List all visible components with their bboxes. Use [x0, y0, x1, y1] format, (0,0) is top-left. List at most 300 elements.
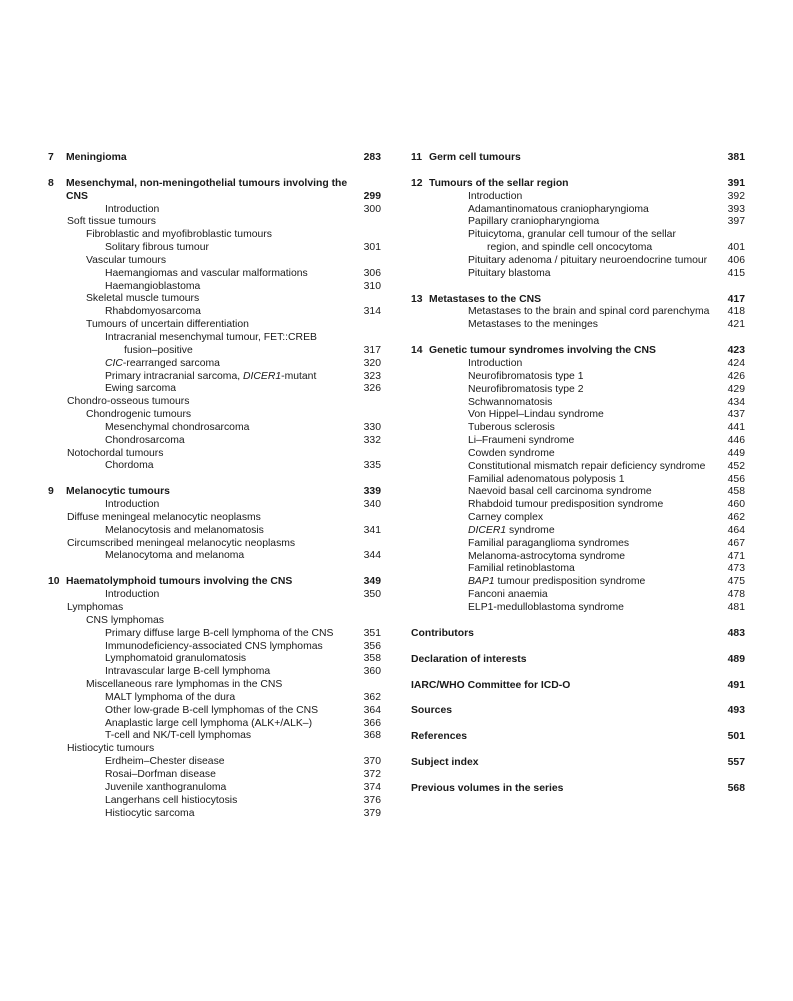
toc-chapter[interactable]: [411, 628, 745, 641]
toc-entry-title: [48, 448, 381, 461]
toc-entry[interactable]: [48, 255, 381, 268]
toc-column-left: [48, 152, 381, 820]
toc-page-number: 314: [363, 306, 381, 318]
toc-entry[interactable]: [411, 191, 745, 204]
toc-chapter-label: Contributors: [411, 627, 474, 639]
toc-entry-title: [48, 255, 381, 268]
toc-entry[interactable]: [411, 229, 745, 255]
toc-page-number: 434: [727, 396, 745, 408]
toc-entry-title: [411, 602, 728, 615]
toc-entry-label: Li–Fraumeni syndrome: [468, 435, 575, 447]
toc-entry[interactable]: [411, 319, 745, 332]
toc-entry-title: [48, 769, 364, 782]
toc-entry-label: Metastases to the brain and spinal cord parenchyma: [468, 306, 710, 318]
toc-entry-label-continued: fusion–positive: [124, 344, 193, 356]
toc-chapter-title: [48, 178, 364, 204]
toc-page-number: 320: [363, 357, 381, 369]
toc-page-number: 501: [727, 731, 745, 743]
toc-page-number: 417: [727, 293, 745, 305]
toc-entry-title: [48, 435, 364, 448]
toc-entry-title: [48, 718, 364, 731]
toc-entry[interactable]: [48, 705, 381, 718]
toc-entry[interactable]: [48, 358, 381, 371]
toc-page-number: 467: [727, 537, 745, 549]
toc-entry-label: Primary diffuse large B-cell lymphoma of the CNS: [105, 627, 334, 639]
toc-page-number: 421: [727, 319, 745, 331]
toc-chapter-label: Sources: [411, 705, 453, 717]
toc-entry[interactable]: [48, 422, 381, 435]
toc-entry[interactable]: [48, 730, 381, 743]
toc-entry[interactable]: [48, 293, 381, 306]
toc-entry[interactable]: [48, 782, 381, 795]
toc-entry[interactable]: [411, 435, 745, 448]
toc-entry[interactable]: [48, 268, 381, 281]
toc-entry[interactable]: [48, 808, 381, 821]
toc-entry-label: Neurofibromatosis type 1: [468, 370, 584, 382]
toc-page-number: 462: [727, 512, 745, 524]
toc-page-number: 464: [727, 524, 745, 536]
toc-entry[interactable]: [411, 486, 745, 499]
toc-entry-title: [411, 397, 728, 410]
toc-entry-label: Lymphomas: [67, 602, 124, 613]
toc-entry-title: [48, 653, 364, 666]
toc-entry-label: Chondro-osseous tumours: [67, 396, 190, 408]
toc-page-number: 283: [363, 152, 381, 163]
toc-entry-title: [411, 448, 728, 461]
toc-page-number: 557: [727, 757, 745, 769]
toc-entry-label: Cowden syndrome: [468, 447, 555, 459]
toc-column-right: [411, 152, 745, 796]
toc-page-number: 401: [727, 242, 745, 254]
toc-chapter-number: 10: [48, 576, 60, 588]
toc-entry-title: [48, 371, 364, 384]
toc-entry-label: Other low-grade B-cell lymphomas of the CNS: [105, 704, 319, 716]
toc-entry-title: [48, 730, 364, 743]
toc-entry[interactable]: [48, 229, 381, 242]
toc-page-number: 481: [727, 602, 745, 613]
toc-entry[interactable]: [48, 743, 381, 756]
toc-entry[interactable]: [48, 435, 381, 448]
toc-entry-title: [411, 551, 728, 564]
toc-chapter[interactable]: [411, 731, 745, 744]
toc-entry-title: [411, 435, 728, 448]
toc-entry-title: [411, 358, 728, 371]
toc-entry-label-suffix: -mutant: [281, 370, 317, 382]
toc-page-number: 358: [363, 653, 381, 665]
toc-chapter-label: Subject index: [411, 757, 479, 769]
toc-entry-label: Anaplastic large cell lymphoma (ALK+/ALK–): [105, 717, 313, 729]
toc-entry[interactable]: [48, 525, 381, 538]
toc-chapter[interactable]: [411, 757, 745, 770]
toc-entry[interactable]: [411, 525, 745, 538]
toc-entry-title: [48, 512, 381, 525]
toc-entry[interactable]: [411, 371, 745, 384]
toc-chapter-label: Germ cell tumours: [429, 152, 521, 163]
toc-chapter-label-continued: CNS: [66, 190, 88, 202]
toc-page-number: 350: [363, 589, 381, 601]
toc-entry-title: [411, 268, 728, 281]
toc-chapter-label: Declaration of interests: [411, 653, 527, 665]
toc-entry[interactable]: [48, 499, 381, 512]
toc-entry-title: [48, 705, 364, 718]
toc-chapter[interactable]: [411, 680, 745, 693]
toc-entry-title: [48, 743, 381, 756]
toc-entry-label: Tuberous sclerosis: [468, 422, 555, 434]
toc-page-number: 441: [727, 422, 745, 434]
toc-entry-label: Vascular tumours: [86, 254, 167, 266]
toc-page-number: 370: [363, 756, 381, 768]
toc-chapter[interactable]: [411, 783, 745, 796]
toc-page-number: 397: [727, 216, 745, 228]
toc-entry-title: [48, 319, 381, 332]
toc-page-number: 310: [363, 280, 381, 292]
toc-entry[interactable]: [48, 460, 381, 473]
toc-chapter[interactable]: [411, 294, 745, 307]
toc-page-number: 340: [363, 499, 381, 511]
toc-chapter-title: [411, 628, 728, 641]
toc-page-number: 335: [363, 460, 381, 472]
toc-page-number: 393: [727, 203, 745, 215]
toc-chapter[interactable]: [48, 152, 381, 165]
toc-page-number: 456: [727, 473, 745, 485]
toc-chapter-number: 14: [411, 345, 423, 357]
toc-entry-label: Chondrosarcoma: [105, 434, 185, 446]
toc-entry[interactable]: [48, 628, 381, 641]
toc-page-number: 339: [363, 486, 381, 498]
toc-chapter-number: 11: [411, 152, 422, 163]
toc-page-number: 478: [727, 589, 745, 601]
toc-entry[interactable]: [411, 576, 745, 589]
toc-page-number: 426: [727, 370, 745, 382]
toc-chapter-number: 8: [48, 177, 54, 189]
toc-page-number: 423: [727, 345, 745, 357]
toc-entry-label: Familial adenomatous polyposis 1: [468, 473, 625, 485]
toc-chapter-number: 7: [48, 152, 54, 163]
toc-entry-label: Rosai–Dorfman disease: [105, 768, 216, 780]
toc-entry[interactable]: [411, 448, 745, 461]
toc-entry[interactable]: [48, 538, 381, 551]
toc-chapter-title: [411, 654, 728, 667]
toc-entry-label: Immunodeficiency-associated CNS lymphomas: [105, 640, 323, 652]
toc-entry-label: Histiocytic tumours: [67, 743, 155, 755]
toc-entry-label: Juvenile xanthogranuloma: [105, 781, 227, 793]
toc-entry[interactable]: [48, 332, 381, 358]
toc-page-number: 458: [727, 486, 745, 498]
toc-entry-label: Solitary fibrous tumour: [105, 242, 209, 254]
toc-entry-label: Von Hippel–Lindau syndrome: [468, 409, 604, 421]
toc-entry-label: Melanocytosis and melanomatosis: [105, 524, 264, 536]
toc-entry-title: [411, 512, 728, 525]
toc-entry[interactable]: [48, 319, 381, 332]
toc-page-number: 362: [363, 691, 381, 703]
toc-page-number: 452: [727, 460, 745, 472]
toc-entry-label: Rhabdoid tumour predisposition syndrome: [468, 499, 664, 511]
toc-entry-label: Adamantinomatous craniopharyngioma: [468, 203, 649, 215]
toc-chapter-title: [411, 783, 728, 796]
toc-entry[interactable]: [411, 306, 745, 319]
toc-page-number: 473: [727, 563, 745, 575]
toc-chapter-label: Genetic tumour syndromes involving the CNS: [429, 345, 656, 357]
toc-entry-title: [411, 486, 728, 499]
toc-entry-label: Ewing sarcoma: [105, 383, 177, 395]
toc-page-number: 568: [727, 782, 745, 794]
toc-entry[interactable]: [48, 795, 381, 808]
toc-entry-title: [411, 499, 728, 512]
toc-entry[interactable]: [48, 371, 381, 384]
toc-page-number: 379: [363, 807, 381, 819]
toc-entry-label: Lymphomatoid granulomatosis: [105, 653, 247, 665]
toc-entry-title: [48, 242, 364, 255]
toc-entry-title: [411, 474, 728, 487]
toc-entry-title: [411, 538, 728, 551]
toc-entry-italic: DICER1: [468, 524, 507, 536]
toc-entry[interactable]: [48, 718, 381, 731]
toc-chapter-number: 9: [48, 486, 54, 498]
toc-entry[interactable]: [411, 397, 745, 410]
toc-entry-title: [48, 306, 364, 319]
toc-entry-label: Pituitary blastoma: [468, 267, 551, 279]
toc-entry-title: [48, 332, 364, 358]
toc-entry[interactable]: [48, 204, 381, 217]
toc-entry[interactable]: [411, 255, 745, 268]
toc-entry-title: [411, 409, 728, 422]
toc-chapter-label: Previous volumes in the series: [411, 782, 564, 794]
toc-chapter[interactable]: [48, 178, 381, 204]
toc-entry-label: Intravascular large B-cell lymphoma: [105, 666, 271, 678]
toc-entry-title: [48, 666, 364, 679]
toc-entry-label: Familial retinoblastoma: [468, 563, 575, 575]
toc-entry-label: Introduction: [105, 499, 160, 511]
toc-entry-label: Haemangiomas and vascular malformations: [105, 267, 308, 279]
toc-entry-label: tumour predisposition syndrome: [494, 576, 646, 588]
toc-entry-label: Diffuse meningeal melanocytic neoplasms: [67, 511, 261, 523]
toc-page-number: 475: [727, 576, 745, 588]
toc-chapter-title: [411, 152, 728, 165]
toc-entry[interactable]: [411, 499, 745, 512]
toc-page-number: 344: [363, 550, 381, 562]
toc-entry-label: Constitutional mismatch repair deficiency syndrome: [468, 460, 706, 472]
toc-entry-title: [48, 396, 381, 409]
toc-entry-label: Introduction: [468, 190, 523, 202]
toc-entry-label: Pituicytoma, granular cell tumour of the sellar: [468, 229, 676, 241]
toc-entry-title: [411, 229, 728, 255]
toc-chapter[interactable]: [411, 345, 745, 358]
toc-page-number: 437: [727, 409, 745, 421]
toc-entry-label: Fanconi anaemia: [468, 589, 548, 601]
toc-page-number: 306: [363, 267, 381, 279]
toc-page-number: 376: [363, 794, 381, 806]
toc-page-number: 392: [727, 190, 745, 202]
toc-entry[interactable]: [48, 769, 381, 782]
toc-chapter-number: 12: [411, 177, 423, 189]
toc-entry-label: Chondrogenic tumours: [86, 409, 192, 421]
toc-entry[interactable]: [48, 602, 381, 615]
toc-entry[interactable]: [48, 589, 381, 602]
toc-entry[interactable]: [48, 306, 381, 319]
toc-entry-label: Erdheim–Chester disease: [105, 756, 225, 768]
toc-entry-title: [411, 461, 728, 474]
toc-entry-title: [48, 538, 381, 551]
toc-page-number: 330: [363, 421, 381, 433]
toc-entry[interactable]: [48, 692, 381, 705]
toc-page-number: 360: [363, 666, 381, 678]
toc-entry-label: ELP1-medulloblastoma syndrome: [468, 602, 624, 613]
toc-page-number: 323: [363, 370, 381, 382]
toc-chapter-title: [411, 345, 728, 358]
toc-entry[interactable]: [48, 679, 381, 692]
toc-entry-label: Primary intracranial sarcoma,: [105, 370, 244, 382]
toc-entry[interactable]: [411, 563, 745, 576]
toc-entry[interactable]: [411, 409, 745, 422]
toc-entry-label: T-cell and NK/T-cell lymphomas: [105, 730, 252, 742]
toc-entry-label: syndrome: [506, 524, 555, 536]
toc-entry-title: [411, 422, 728, 435]
toc-entry-title: [48, 782, 364, 795]
toc-entry-label: Melanoma-astrocytoma syndrome: [468, 550, 626, 562]
toc-entry-label: Haemangioblastoma: [105, 280, 201, 292]
toc-entry[interactable]: [48, 281, 381, 294]
toc-chapter-title: [48, 152, 364, 165]
toc-entry-label: Fibroblastic and myofibroblastic tumours: [86, 229, 272, 241]
toc-entry-title: [48, 358, 364, 371]
toc-chapter[interactable]: [48, 576, 381, 589]
toc-page-number: 460: [727, 499, 745, 511]
toc-entry-title: [48, 293, 381, 306]
toc-entry-title: [48, 602, 381, 615]
toc-entry-label: Introduction: [105, 589, 160, 601]
toc-entry-title: [411, 563, 728, 576]
toc-entry-title: [411, 371, 728, 384]
toc-entry-title: [48, 679, 381, 692]
toc-page-number: 299: [363, 190, 381, 202]
toc-chapter-number: 13: [411, 293, 423, 305]
toc-entry-italic: CIC: [105, 357, 123, 369]
toc-entry-label: Chordoma: [105, 460, 154, 472]
toc-page-number: 301: [363, 242, 381, 254]
toc-entry-label: Melanocytoma and melanoma: [105, 550, 245, 562]
toc-entry[interactable]: [411, 384, 745, 397]
toc-entry-label: Tumours of uncertain differentiation: [86, 319, 249, 331]
toc-chapter-title: [48, 576, 364, 589]
toc-chapter-title: [411, 178, 728, 191]
toc-entry-label: Miscellaneous rare lymphomas in the CNS: [86, 679, 283, 691]
toc-entry-title: [411, 576, 728, 589]
toc-entry[interactable]: [48, 653, 381, 666]
toc-entry-title: [48, 589, 364, 602]
toc-page-number: 368: [363, 730, 381, 742]
toc-entry-label: Mesenchymal chondrosarcoma: [105, 421, 250, 433]
toc-entry-label: Intracranial mesenchymal tumour, FET::CREB: [105, 331, 317, 343]
toc-page-number: 300: [363, 203, 381, 215]
toc-chapter[interactable]: [411, 178, 745, 191]
toc-entry[interactable]: [48, 550, 381, 563]
toc-chapter-title: [411, 731, 728, 744]
toc-entry-title: [48, 422, 364, 435]
toc-entry-italic: BAP1: [468, 576, 495, 588]
toc-page-number: 424: [727, 357, 745, 369]
toc-chapter-label: References: [411, 731, 468, 743]
toc-entry[interactable]: [411, 268, 745, 281]
toc-entry[interactable]: [48, 666, 381, 679]
toc-chapter-label: Mesenchymal, non-meningothelial tumours involving the: [66, 177, 348, 189]
toc-entry[interactable]: [48, 409, 381, 422]
toc-page-number: 351: [363, 627, 381, 639]
toc-entry-title: [411, 255, 728, 268]
toc-entry-label: Metastases to the meninges: [468, 319, 598, 331]
toc-chapter[interactable]: [411, 705, 745, 718]
toc-entry[interactable]: [48, 396, 381, 409]
toc-entry[interactable]: [411, 422, 745, 435]
toc-entry-title: [48, 268, 364, 281]
toc-entry-label: -rearranged sarcoma: [122, 357, 220, 369]
toc-page-number: 483: [727, 627, 745, 639]
toc-chapter-title: [411, 757, 728, 770]
toc-entry[interactable]: [411, 474, 745, 487]
toc-entry[interactable]: [48, 756, 381, 769]
toc-entry[interactable]: [411, 589, 745, 602]
toc-entry[interactable]: [48, 512, 381, 525]
toc-chapter-title: [411, 680, 728, 693]
toc-entry-title: [48, 204, 364, 217]
toc-entry-title: [411, 191, 728, 204]
toc-page-number: 349: [363, 576, 381, 588]
toc-entry-title: [48, 409, 381, 422]
toc-entry-label: CNS lymphomas: [86, 614, 164, 626]
toc-entry-title: [48, 628, 364, 641]
toc-entry[interactable]: [48, 216, 381, 229]
toc-entry[interactable]: [48, 383, 381, 396]
toc-entry-label: Naevoid basal cell carcinoma syndrome: [468, 486, 652, 498]
toc-entry-title: [48, 216, 381, 229]
toc-entry-title: [48, 756, 364, 769]
toc-entry[interactable]: [48, 242, 381, 255]
toc-entry[interactable]: [48, 448, 381, 461]
toc-page-number: 406: [727, 254, 745, 266]
toc-entry-title: [48, 229, 381, 242]
toc-entry-title: [411, 319, 728, 332]
toc-entry[interactable]: [411, 461, 745, 474]
toc-chapter-label: Haematolymphoid tumours involving the CNS: [66, 576, 293, 588]
toc-entry[interactable]: [411, 204, 745, 217]
toc-entry-label: Pituitary adenoma / pituitary neuroendocrine tumour: [468, 254, 708, 266]
toc-entry[interactable]: [411, 358, 745, 371]
toc-entry-title: [411, 589, 728, 602]
toc-entry-label: Introduction: [105, 203, 160, 215]
toc-chapter-label: IARC/WHO Committee for ICD-O: [411, 679, 571, 691]
toc-chapter[interactable]: [411, 654, 745, 667]
toc-entry[interactable]: [411, 602, 745, 615]
toc-entry-label: Circumscribed meningeal melanocytic neoplasms: [67, 537, 296, 549]
toc-entry[interactable]: [48, 641, 381, 654]
toc-entry[interactable]: [48, 615, 381, 628]
toc-entry[interactable]: [411, 551, 745, 564]
toc-chapter[interactable]: [411, 152, 745, 165]
toc-entry-label: Langerhans cell histiocytosis: [105, 794, 238, 806]
toc-entry[interactable]: [411, 216, 745, 229]
toc-page-number: 374: [363, 781, 381, 793]
toc-entry-label: Soft tissue tumours: [67, 216, 156, 228]
toc-chapter[interactable]: [48, 486, 381, 499]
toc-chapter-title: [411, 294, 728, 307]
toc-entry[interactable]: [411, 538, 745, 551]
toc-page-number: 493: [727, 705, 745, 717]
toc-page-number: 418: [727, 306, 745, 318]
toc-entry-label: Rhabdomyosarcoma: [105, 306, 201, 318]
toc-page-number: 471: [727, 550, 745, 562]
toc-entry-title: [48, 499, 364, 512]
toc-entry[interactable]: [411, 512, 745, 525]
toc-page-number: 491: [727, 679, 745, 691]
